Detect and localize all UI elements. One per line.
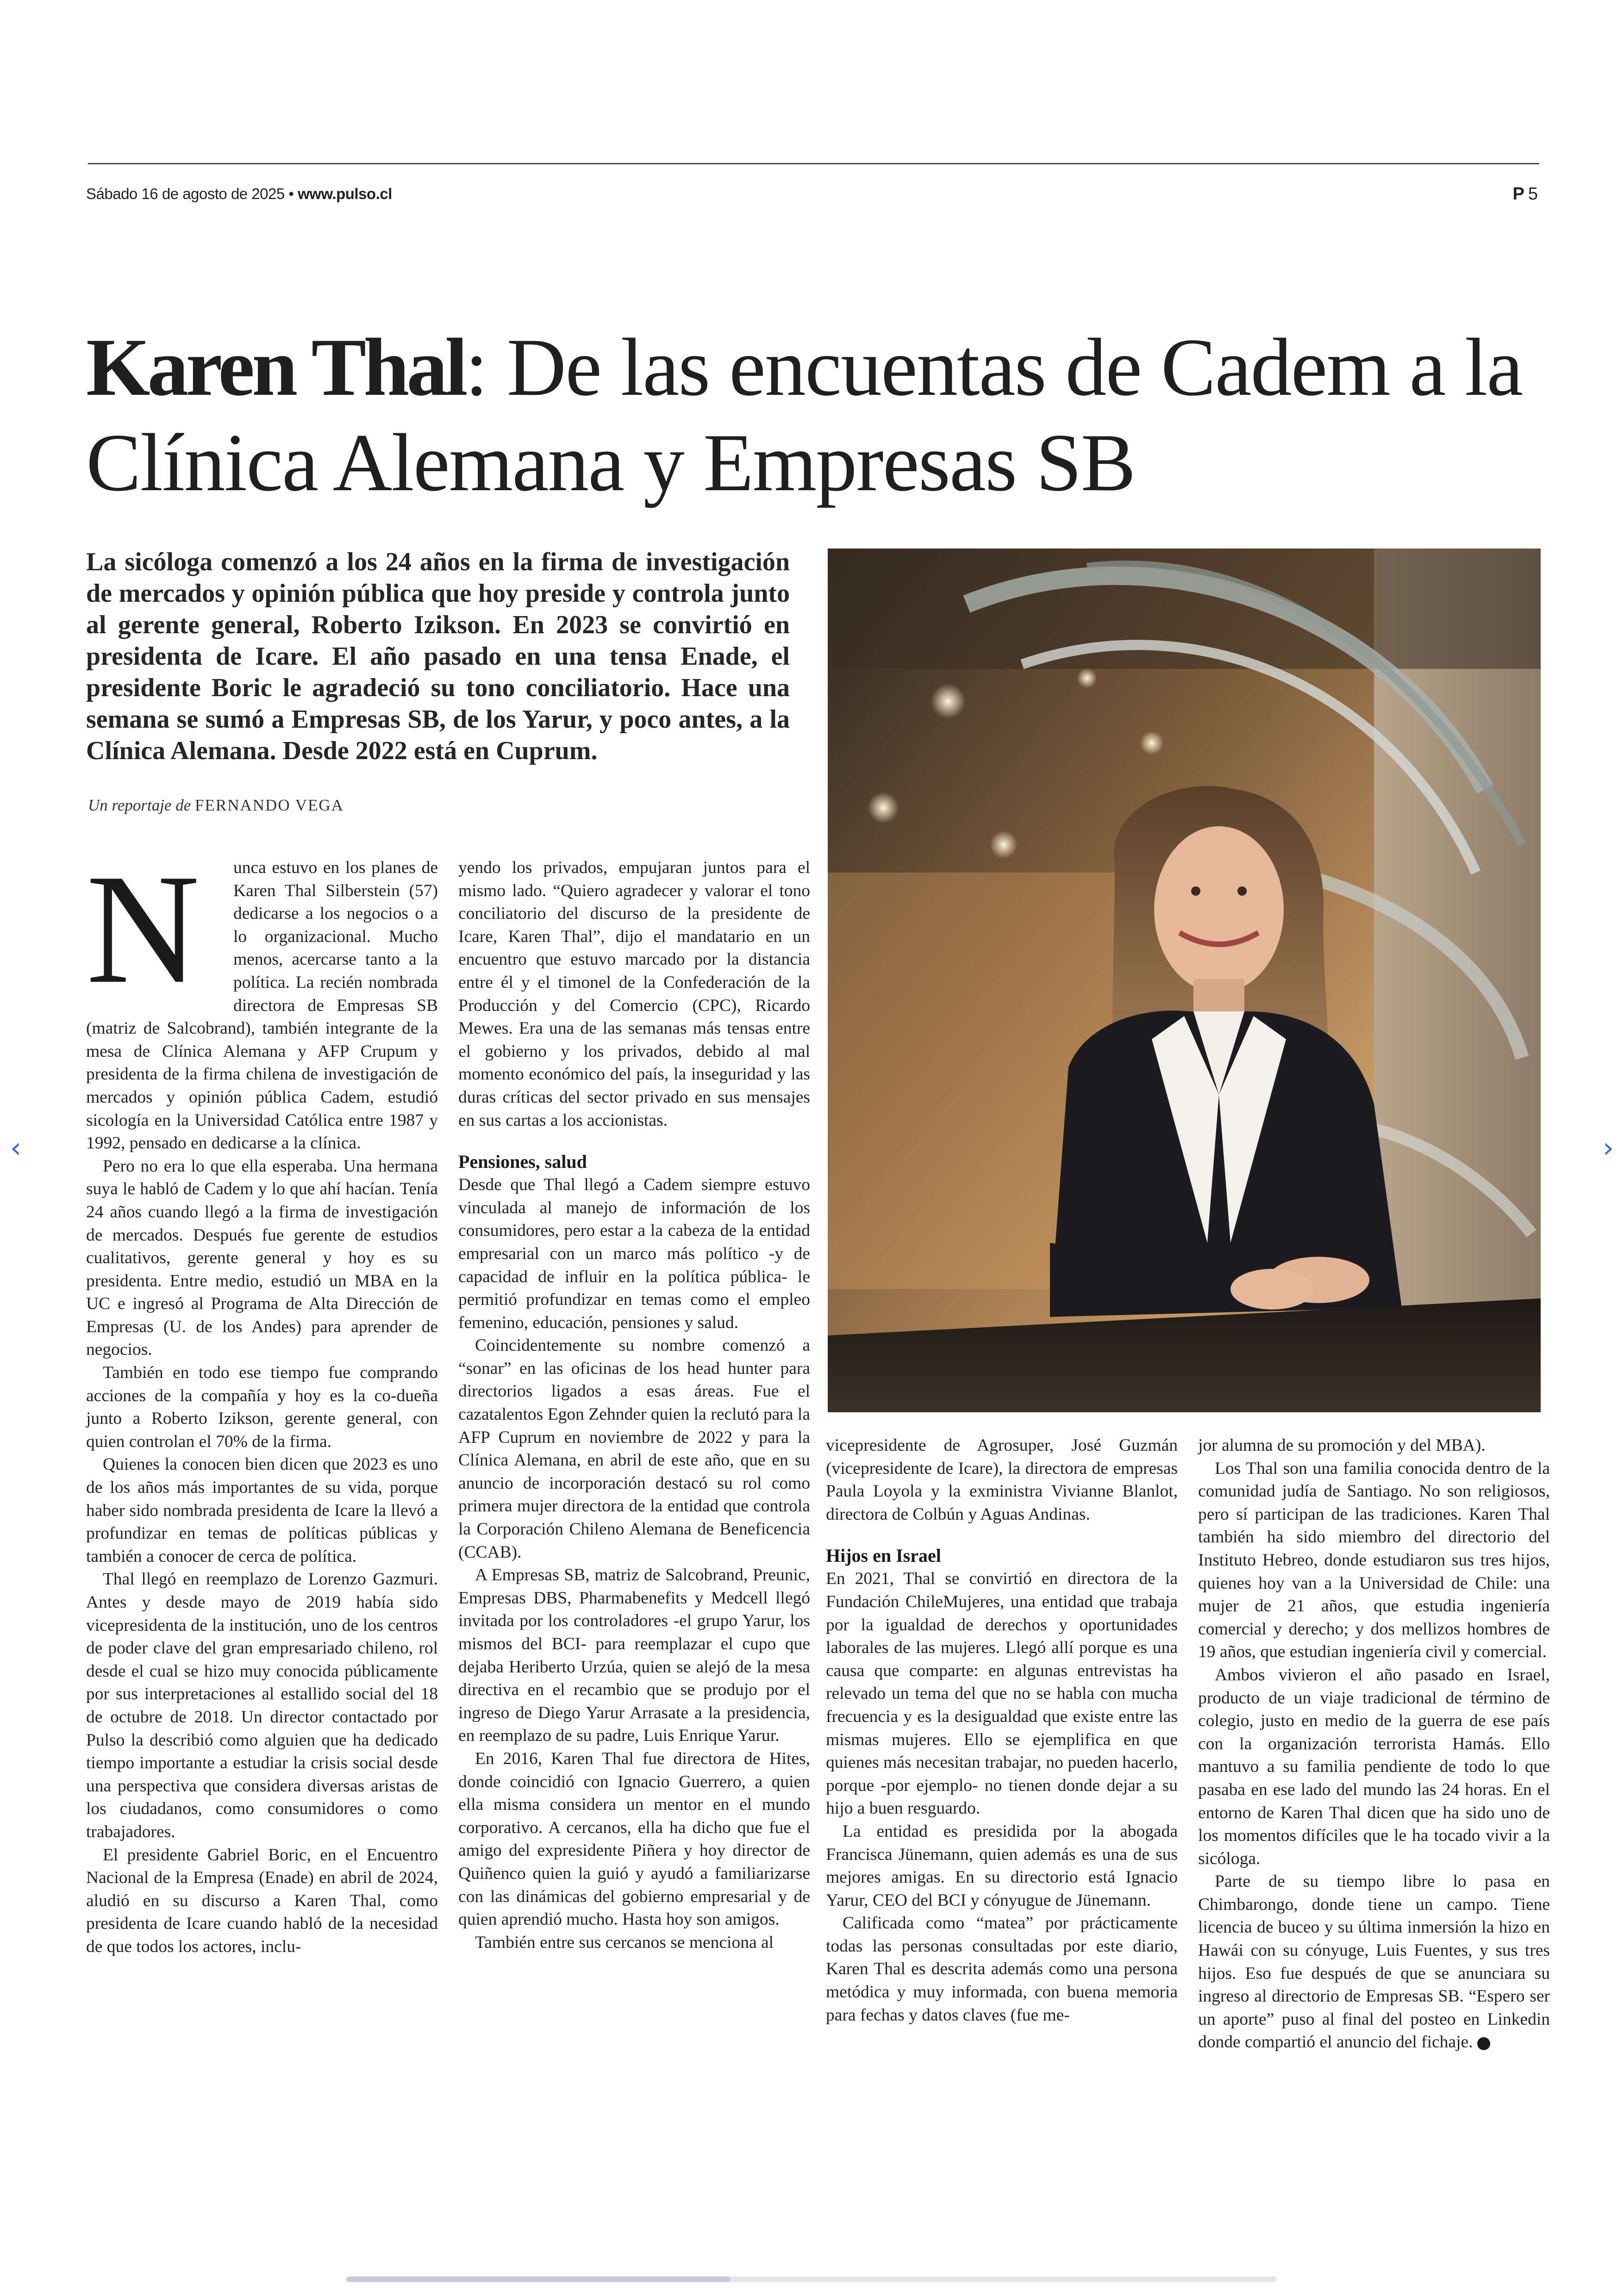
section-heading: Pensiones, salud xyxy=(458,1151,587,1172)
paragraph: Thal llegó en reemplazo de Lorenzo Gazmuri. Antes y desde mayo de 2019 había sido vicepresidenta de la institución, uno de los centros de poder clave del gran empresariado chileno, rol desde el cual se hizo muy conocida públicamente por sus interpretaciones al estallido social del 18 de octubre de 2018. Un director contactado por Pulso la describió como alguien que ha dedicado tiempo importante a estudiar la crisis social desde una perspectiva que considera diversas aristas de los ciudadanos, como consumidores o como trabajadores. xyxy=(86,1570,438,1841)
paragraph: Quienes la conocen bien dicen que 2023 es uno de los años más importantes de su vida, porque haber sido nombrada presidenta de Icare la llevó a profundizar en temas de políticas públicas y también a conocer de cerca de política. xyxy=(86,1455,438,1566)
header-rule xyxy=(88,163,1539,164)
paragraph: yendo los privados, empujaran juntos para el mismo lado. “Quiero agradecer y valorar el tono conciliatorio del discurso de la presidente de Icare, Karen Thal”, dijo el mandatario en un encuentro que estuvo marcado por la distancia entre él y el timonel de la Confederación de la Producción y del Comercio (CPC), Ricardo Mewes. Era una de las semanas más tensas entre el gobierno y los privados, debido al mal momento económico del país, la inseguridad y las duras críticas del sector privado en sus mensajes en sus cartas a los accionistas. xyxy=(458,858,810,1130)
portrait-photo xyxy=(828,549,1541,1412)
drop-cap: N xyxy=(86,842,200,1016)
chevron-right-icon[interactable]: › xyxy=(1603,1132,1614,1164)
paragraph-text: unca estuvo en los planes de Karen Thal Silberstein (57) dedicarse a los negocios o a lo organizacional. Mucho menos, acercarse tanto a la política. La recién nombrada directora de Empresas SB (matriz de Salcobrand), también integrante de la mesa de Clínica Alemana y AFP Crupum y presidenta de la firma chilena de investigación de mercados y opinión pública Cadem, estudió sicología en la Universidad Católica entre 1987 y 1992, pensado en dedicarse a la clínica. xyxy=(86,858,438,1153)
scrollbar-thumb[interactable] xyxy=(346,2276,731,2282)
issue-date: Sábado 16 de agosto de 2025 • xyxy=(86,185,294,202)
byline xyxy=(88,796,344,815)
paragraph: También en todo ese tiempo fue comprando acciones de la compañía y hoy es la co-dueña junto a Roberto Izikson, gerente general, con quien controlan el 70% de la firma. xyxy=(86,1363,438,1451)
byline-prefix: Un reportaje de xyxy=(88,796,191,814)
paragraph: A Empresas SB, matriz de Salcobrand, Preunic, Empresas DBS, Pharmabenefits y Medcell llegó invitada por los controladores -el grupo Yarur, los mismos del BCI- para reemplazar el cupo que dejaba Heriberto Urzúa, quien se alejó de la mesa directiva en el recambio que se produjo por el ingreso de Diego Yarur Arrasate a la presidencia, en reemplazo de su padre, Luis Enrique Yarur. xyxy=(458,1565,810,1746)
section-letter: P xyxy=(1512,184,1524,204)
paragraph: En 2016, Karen Thal fue directora de Hites, donde coincidió con Ignacio Guerrero, a quien ella misma considera un mentor en el mundo corporativo. A cercanos, ella ha dicho que fue el amigo del expresidente Piñera y hoy director de Quiñenco quien la guió y ayudó a familiarizarse con las dinámicas del gobierno empresarial y de quien aprendió mucho. Hasta hoy son amigos. xyxy=(458,1749,810,1929)
paragraph xyxy=(86,842,438,1155)
paragraph-text: Parte de su tiempo libre lo pasa en Chimbarongo, donde tiene un campo. Tiene licencia de buceo y su última inmersión la hizo en Hawái con su cónyuge, Luis Fuentes, y sus tres hijos. Eso fue después de que se anunciara su ingreso al directorio de Empresas SB. “Espero ser un aporte” puso al final del posteo en Linkedin donde compartió el anuncio del fichaje. xyxy=(1198,1872,1550,2052)
dateline xyxy=(86,185,392,203)
section-heading: Hijos en Israel xyxy=(826,1545,941,1566)
paragraph: En 2021, Thal se convirtió en directora de la Fundación ChileMujeres, una entidad que trabaja por la igualdad de derechos y oportunidades laborales de las mujeres. Llegó allí porque es una causa que comparte: en algunas entrevistas ha relevado un tema del que no se habla con mucha frecuencia y es la desigualdad que existe entre las mismas mujeres. Ello se ejemplifica en que quienes más necesitan trabajar, no pueden hacerlo, porque -por ejemplo- no tienen donde dejar a su hijo a buen resguardo. xyxy=(826,1569,1178,1818)
site-link[interactable]: www.pulso.cl xyxy=(298,185,392,202)
chevron-left-icon[interactable]: ‹ xyxy=(10,1132,21,1164)
page-number xyxy=(1513,184,1538,204)
paragraph: El presidente Gabriel Boric, en el Encuentro Nacional de la Empresa (Enade) en abril de 2024, aludió en su discurso a Karen Thal, como presidenta de Icare cuando habló de la necesidad de que todos los actores, inclu- xyxy=(86,1845,438,1956)
article-column-1 xyxy=(86,842,438,1958)
paragraph: Desde que Thal llegó a Cadem siempre estuvo vinculada al manejo de información de los consumidores, pero estar a la cabeza de la entidad empresarial con un marco más político -y de capacidad de influir en la política pública- le permitió profundizar en temas como el empleo femenino, educación, pensiones y salud. xyxy=(458,1175,810,1332)
paragraph: Ambos vivieron el año pasado en Israel, producto de un viaje tradicional de término de colegio, justo en medio de la guerra de ese país con la organización terrorista Hamás. Ello mantuvo a su familia pendiente de todo lo que pasaba en ese lado del mundo las 24 horas. En el entorno de Karen Thal dicen que ha sido uno de los momentos difíciles que le ha tocado vivir a la sicóloga. xyxy=(1198,1665,1550,1868)
end-mark-icon: P xyxy=(1477,2037,1490,2050)
page-number-value: 5 xyxy=(1528,184,1538,204)
byline-author: FERNANDO VEGA xyxy=(195,796,344,814)
paragraph: Los Thal son una familia conocida dentro de la comunidad judía de Santiago. No son religiosos, pero sí participan de las tradiciones. Karen Thal también ha sido miembro del directorio del Instituto Hebreo, donde estudiaron sus tres hijos, quienes hoy van a la Universidad de Chile: una mujer de 21 años, que estudia ingeniería comercial y derecho; y dos mellizos hombres de 19 años, que estudian ingeniería civil y comercial. xyxy=(1198,1459,1550,1662)
paragraph: La entidad es presidida por la abogada Francisca Jünemann, quien además es una de sus mejores amigas. En su directorio está Ignacio Yarur, CEO del BCI y cónyugue de Jünemann. xyxy=(826,1821,1178,1910)
paragraph: También entre sus cercanos se menciona al xyxy=(475,1933,774,1952)
horizontal-scrollbar[interactable] xyxy=(346,2276,1277,2282)
paragraph: Calificada como “matea” por prácticamente todas las personas consultadas por este diario, Karen Thal es descrita además como una persona metódica y muy informada, con buena memoria para fechas y datos claves (fue me- xyxy=(826,1914,1178,2025)
headline xyxy=(86,319,1568,510)
headline-rest: : De las encuentas de Cadem a la Clínica Alemana y Empresas SB xyxy=(86,321,1523,508)
paragraph: Pero no era lo que ella esperaba. Una hermana suya le habló de Cadem y lo que ahí hacían. Tenía 24 años cuando llegó a la firma de investigación de mercados. Después fue gerente de estudios cualitativos, gerente general y hoy es su presidenta. Entre medio, estudió un MBA en la UC e ingresó al Programa de Alta Dirección de Empresas (U. de los Andes) para aprender de negocios. xyxy=(86,1156,438,1360)
paragraph: vicepresidente de Agrosuper, José Guzmán (vicepresidente de Icare), la directora de empresas Paula Loyola y la exministra Vivianne Blanlot, directora de Colbún y Aguas Andinas. xyxy=(826,1436,1178,1524)
article-column-2 xyxy=(458,856,810,1954)
paragraph: Coincidentemente su nombre comenzó a “sonar” en las oficinas de los head hunter para directorios ligados a esas áreas. Fue el cazatalentos Egon Zehnder quien la reclutó para la AFP Cuprum en noviembre de 2022 y para la Clínica Alemana, en abril de este año, que en su anuncio de incorporación destacó su rol como primera mujer directora de la entidad que controla la Corporación Chileno Alemana de Beneficencia (CCAB). xyxy=(458,1336,810,1562)
paragraph xyxy=(1198,1870,1550,2054)
lede: La sicóloga comenzó a los 24 años en la firma de investigación de mercados y opinión pública que hoy preside y controla junto al gerente general, Roberto Izikson. En 2023 se convirtió en presidenta de Icare. El año pasado en una tensa Enade, el presidente Boric le agradeció su tono conciliatorio. Hace una semana se sumó a Empresas SB, de los Yarur, y poco antes, a la Clínica Alemana. Desde 2022 está en Cuprum. xyxy=(86,548,790,765)
paragraph: jor alumna de su promoción y del MBA). xyxy=(1198,1436,1486,1455)
headline-name: Karen Thal xyxy=(86,321,465,413)
article-column-3 xyxy=(826,1434,1178,2027)
article-column-4 xyxy=(1198,1434,1550,2054)
